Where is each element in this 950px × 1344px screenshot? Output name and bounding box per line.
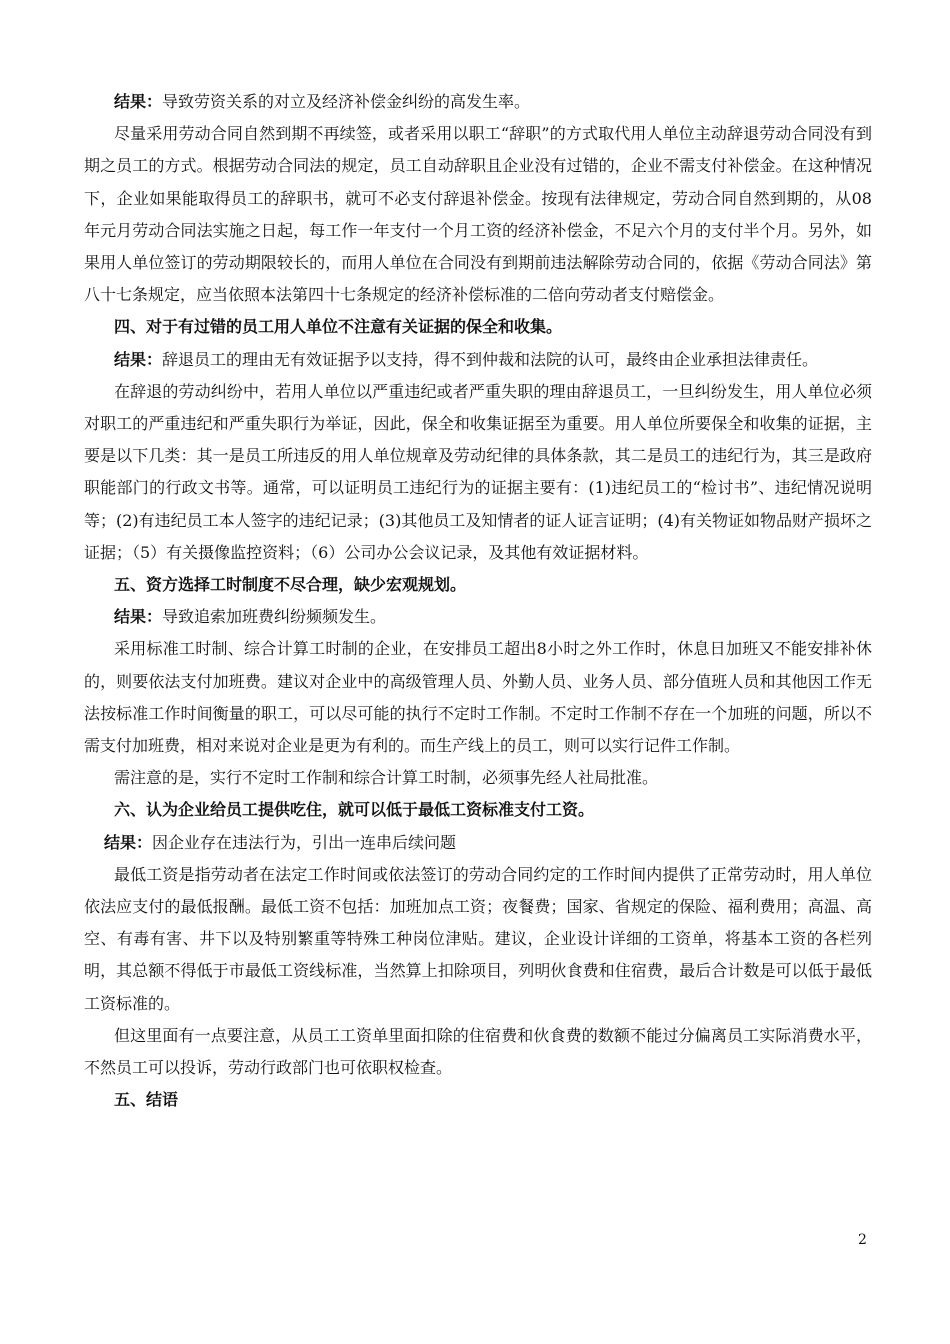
result-paragraph [84,86,872,118]
section-heading: 五、资方选择工时制度不尽合理，缺少宏观规划。 [114,575,467,595]
section-heading: 六、认为企业给员工提供吃住，就可以低于最低工资标准支付工资。 [114,800,595,820]
result-paragraph [84,601,872,633]
result-text: 导致追索加班费纠纷频频发生。 [162,607,387,627]
result-text: 辞退员工的理由无有效证据予以支持，得不到仲裁和法院的认可，最终由企业承担法律责任。 [162,349,819,369]
body-paragraph: 需注意的是，实行不定时工作制和综合计算工时制，必须事先经人社局批准。 [114,768,659,788]
body-paragraph: 最低工资是指劳动者在法定工作时间或依法签订的劳动合同约定的工作时间内提供了正常劳动时，用人单位依法应支付的最低报酬。最低工资不包括：加班加点工资；夜餐费；国家、省规定的保险、福利费用；高温、高空、有毒有害、井下以及特别繁重等特殊工种岗位津贴。建议，企业设计详细的工资单，将基本工资的各栏列明，其总额不得低于市最低工资线标准，当然算上扣除项目，列明伙食费和住宿费，最后合计数是可以低于最低工资标准的。 [84,864,872,1013]
result-text: 因企业存在违法行为，引出一连串后续问题 [152,832,457,852]
section-heading: 四、对于有过错的员工用人单位不注意有关证据的保全和收集。 [114,317,563,337]
result-text: 导致劳资关系的对立及经济补偿金纠纷的高发生率。 [162,92,531,111]
body-paragraph: 在辞退的劳动纠纷中，若用人单位以严重违纪或者严重失职的理由辞退员工，一旦纠纷发生，用人单位必须对职工的严重违纪和严重失职行为举证，因此，保全和收集证据至为重要。用人单位所要保全和收集的证据，主要是以下几类：其一是员工所违反的用人单位规章及劳动纪律的具体条款，其二是员工的违纪行为，其三是政府职能部门的行政文书等。通常，可以证明员工违纪行为的证据主要有：(1)违纪员工的“检讨书”、违纪情况说明等；(2)有违纪员工本人签字的违纪记录；(3)其他员工及知情者的证人证言证明；(4)有关物证如物品财产损坏之证据；（5）有关摄像监控资料；（6）公司办公会议记录，及其他有效证据材料。 [84,381,872,562]
result-paragraph [84,344,872,376]
body-paragraph: 尽量采用劳动合同自然到期不再续签，或者采用以职工“辞职”的方式取代用人单位主动辞退劳动合同没有到期之员工的方式。根据劳动合同法的规定，员工自动辞职且企业没有过错的，企业不需支付补偿金。在这种情况下，企业如果能取得员工的辞职书，就可不必支付辞退补偿金。按现有法律规定，劳动合同自然到期的，从08年元月劳动合同法实施之日起，每工作一年支付一个月工资的经济补偿金，不足六个月的支付半个月。另外，如果用人单位签订的劳动期限较长的，而用人单位在合同没有到期前违法解除劳动合同的，依据《劳动合同法》第八十七条规定，应当依照本法第四十七条规定的经济补偿标准的二倍向劳动者支付赔偿金。 [84,124,872,305]
page-number: 2 [858,1232,867,1248]
result-label: 结果： [114,607,163,627]
body-paragraph: 采用标准工时制、综合计算工时制的企业，在安排员工超出8小时之外工作时，休息日加班又不能安排补休的，则要依法支付加班费。建议对企业中的高级管理人员、外勤人员、业务人员、部分值班人员和其他因工作无法按标准工作时间衡量的职工，可以尽可能的执行不定时工作制。不定时工作制不存在一个加班的问题，所以不需支付加班费，相对来说对企业是更为有利的。而生产线上的员工，则可以实行记件工作制。 [84,639,872,756]
document-body [84,86,872,1117]
result-label: 结果： [114,349,163,369]
body-paragraph: 但这里面有一点要注意，从员工工资单里面扣除的住宿费和伙食费的数额不能过分偏离员工实际消费水平，不然员工可以投诉，劳动行政部门也可依职权检查。 [84,1025,872,1078]
result-paragraph [84,827,872,859]
result-label: 结果： [104,832,153,852]
section-heading: 五、结语 [114,1090,179,1110]
result-label: 结果： [114,92,163,111]
